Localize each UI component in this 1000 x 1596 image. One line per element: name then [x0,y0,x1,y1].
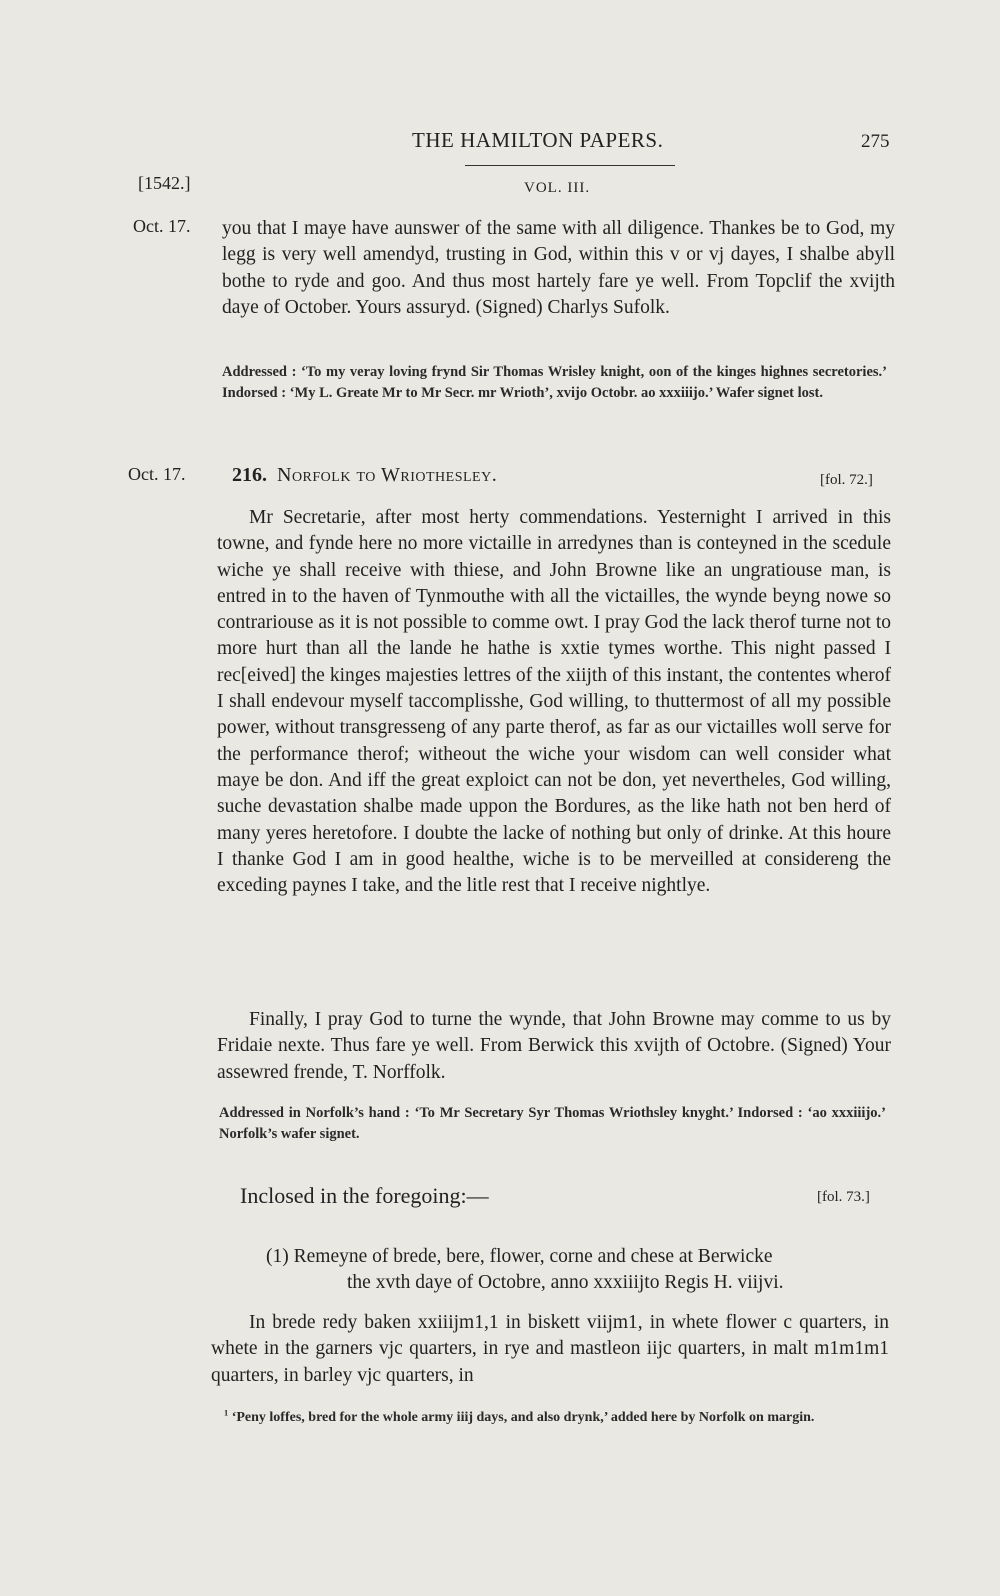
enclosure-folio: [fol. 73.] [817,1189,870,1205]
letter2-date: Oct. 17. [128,464,186,484]
running-title: THE HAMILTON PAPERS. [412,128,664,152]
footnote [208,1407,884,1428]
volume-label: VOL. III. [524,180,591,196]
page-number: 275 [861,131,890,152]
item-title-line1: Remeyne of brede, bere, flower, corne and chese at Berwicke [293,1246,773,1267]
year-marker: [1542.] [138,173,191,193]
footnote-marker: 1 [224,1408,229,1418]
folio-reference: [fol. 72.] [820,472,873,488]
letter1-text: you that I maye have aunswer of the same with all diligence. Thankes be to God, my legg is very well amendyd, trusting in God, within this v or vj dayes, I shalbe abyll bothe to ryde and goo. And thus most hartely fare ye well. From Topclif the xvijth daye of October. Yours assuryd. (Signed) Charlys Sufolk. [222,218,895,318]
header-rule [465,165,675,166]
footnote-text: ‘Peny loffes, bred for the whole army iiij days, and also drynk,’ added here by Norfolk on margin. [231,1410,815,1425]
letter2-address-note: Addressed in Norfolk’s hand : ‘To Mr Secretary Syr Thomas Wriothsley knyght.’ Indorsed : ‘ao xxxiiijo.’ Norfolk’s wafer signet. [219,1105,886,1142]
enclosure-heading: Inclosed in the foregoing:— [240,1183,489,1208]
letter1-date: Oct. 17. [133,216,191,236]
document-title: Norfolk to Wriothesley. [277,464,498,486]
enclosure-item [266,1244,880,1297]
document-number: 216. [232,464,267,486]
enclosure-paragraph: In brede redy baken xxiiijm1,1 in biskett viijm1, in whete flower c quarters, in whete in the garners vjc quarters, in rye and mastleon iijc quarters, in malt m1m1m1 quarters, in barley vjc quarters, in [211,1312,889,1386]
item-title-line2: the xvth daye of Octobre, anno xxxiiijto Regis H. viijvi. [347,1272,784,1294]
letter2-heading [232,464,497,487]
item-number: (1) [266,1246,289,1267]
letter1-address-note: Addressed : ‘To my veray loving frynd Sir Thomas Wrisley knight, oon of the kinges highnes secretories.’ Indorsed : ‘My L. Greate Mr to Mr Secr. mr Wrioth’, xvijo Octobr. ao xxxiiijo.’ Wafer signet lost. [222,364,887,401]
letter2-paragraph-2: Finally, I pray God to turne the wynde, that John Browne may comme to us by Fridaie nexte. Thus fare ye well. From Berwick this xvijth of Octobre. (Signed) Your assewred frende, T. Norffolk. [217,1009,891,1083]
letter2-paragraph-1: Mr Secretarie, after most herty commendations. Yesternight I arrived in this towne, and fynde here no more victaille in arredynes than is conteyned in the scedule wiche ye shall receive with thiese, and John Browne like an ungratiouse man, is entred in to the haven of Tynmouthe with all the victailles, the wynde beyng nowe so contrariouse as it is not possible to comme owt. I pray God the lack therof turne not to more hurt than all the lande he hathe is xxtie tymes worthe. This night passed I rec[eived] the kinges majesties lettres of the xiijth of this instant, the contentes wherof I shall endevour myself taccomplisshe, God willing, to thuttermost of all my possible power, without transgresseng of any parte therof, as far as our victailles woll serve for the performance therof; witheout the wiche your wisdom can well consider what maye be don. And iff the great exploict can not be don, yet nevertheles, God willing, suche devastation shalbe made uppon the Bordures, as the like hath not ben herd of many yeres heretofore. I doubte the lacke of nothing but only of drinke. At this houre I thanke God I am in good healthe, wiche is to be merveilled at considereng the exceding paynes I take, and the litle rest that I receive nightlye. [217,507,891,897]
